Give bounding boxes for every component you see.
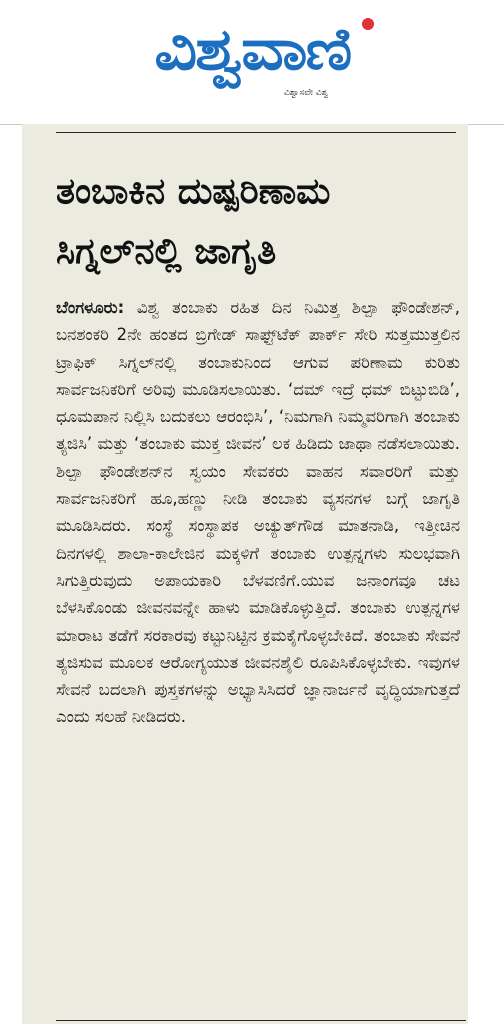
logo-wrap (0, 14, 504, 84)
newspaper-tagline: ವಿಶ್ವಾಸವೇ ವಿಶ್ವ (284, 88, 329, 98)
top-rule (56, 132, 456, 133)
article-headline: ತಂಬಾಕಿನ ದುಷ್ಪರಿಣಾಮ ಸಿಗ್ನಲ್‌ನಲ್ಲಿ ಜಾಗೃತಿ (56, 171, 331, 272)
logo-dot-icon (362, 18, 374, 30)
article-body (56, 294, 460, 731)
news-clipping (22, 124, 468, 1024)
newspaper-logo: ವಿಶ್ವವಾಣಿ (154, 15, 350, 83)
bottom-rule (56, 1020, 466, 1021)
masthead (0, 0, 504, 125)
article-text: ವಿಶ್ವ ತಂಬಾಕು ರಹಿತ ದಿನ ನಿಮಿತ್ತ ಶಿಲ್ಪಾ ಫೌಂಡೇಶನ್, ಬನಶಂಕರಿ 2ನೇ ಹಂತದ ಬ್ರಿಗೇಡ್ ಸಾಫ್ಟ್‌ಟೆಕ್ ಪಾರ್ಕ್ ಸೇರಿ ಸುತ್ತಮುತ್ತಲಿನ ಟ್ರಾಫಿಕ್ ಸಿಗ್ನಲ್‌ನಲ್ಲಿ ತಂಬಾಕುನಿಂದ ಆಗುವ ಪರಿಣಾಮ ಕುರಿತು ಸಾರ್ವಜನಿಕರಿಗೆ ಅರಿವು ಮೂಡಿಸಲಾಯಿತು. ‘ದಮ್ ಇದ್ರೆ ಧಮ್ ಬಿಟ್ಟುಬಿಡಿ’, ಧೂಮಪಾನ ನಿಲ್ಲಿಸಿ ಬದುಕಲು ಆರಂಭಿಸಿ’, ‘ನಿಮಗಾಗಿ ನಿಮ್ಮವರಿಗಾಗಿ ತಂಬಾಕು ತ್ಯಜಿಸಿ’ ಮತ್ತು ‘ತಂಬಾಕು ಮುಕ್ತ ಜೀವನ’ ಲಕ ಹಿಡಿದು ಜಾಥಾ ನಡೆಸಲಾಯಿತು. ಶಿಲ್ಪಾ ಫೌಂಡೇಶನ್‌ನ ಸ್ವಯಂ ಸೇವಕರು ವಾಹನ ಸವಾರರಿಗೆ ಮತ್ತು ಸಾರ್ವಜನಿಕರಿಗೆ ಹೂ,ಹಣ್ಣು ನೀಡಿ ತಂಬಾಕು ವ್ಯಸನಗಳ ಬಗ್ಗೆ ಜಾಗೃತಿ ಮೂಡಿಸಿದರು. ಸಂಸ್ಥೆ ಸಂಸ್ಥಾಪಕ ಅಚ್ಯುತ್‌ಗೌಡ ಮಾತನಾಡಿ, ಇತ್ತೀಚಿನ ದಿನಗಳಲ್ಲಿ ಶಾಲಾ-ಕಾಲೇಜಿನ ಮಕ್ಕಳಿಗೆ ತಂಬಾಕು ಉತ್ಪನ್ನಗಳು ಸುಲಭವಾಗಿ ಸಿಗುತ್ತಿರುವುದು ಅಪಾಯಕಾರಿ ಬೆಳವಣಿಗೆ.ಯುವ ಜನಾಂಗವೂ ಚಟ ಬೆಳಸಿಕೊಂಡು ಜೀವನವನ್ನೇ ಹಾಳು ಮಾಡಿಕೊಳ್ಳುತ್ತಿದೆ. ತಂಬಾಕು ಉತ್ಪನ್ನಗಳ ಮಾರಾಟ ತಡೆಗೆ ಸರಕಾರವು ಕಟ್ಟುನಿಟ್ಟಿನ ಕ್ರಮಕೈಗೊಳ್ಳಬೇಕಿದೆ. ತಂಬಾಕು ಸೇವನೆ ತ್ಯಜಿಸುವ ಮೂಲಕ ಆರೋಗ್ಯಯುತ ಜೀವನಶೈಲಿ ರೂಪಿಸಿಕೊಳ್ಳಬೇಕು. ಇವುಗಳ ಸೇವನೆ ಬದಲಾಗಿ ಪುಸ್ತಕಗಳನ್ನು ಅಭ್ಯಾಸಿಸಿದರೆ ಜ್ಞಾನಾರ್ಜನೆ ವೃದ್ಧಿಯಾಗುತ್ತದೆ ಎಂದು ಸಲಹೆ ನೀಡಿದರು. (56, 298, 461, 727)
article-dateline: ಬೆಂಗಳೂರು: (56, 298, 125, 317)
